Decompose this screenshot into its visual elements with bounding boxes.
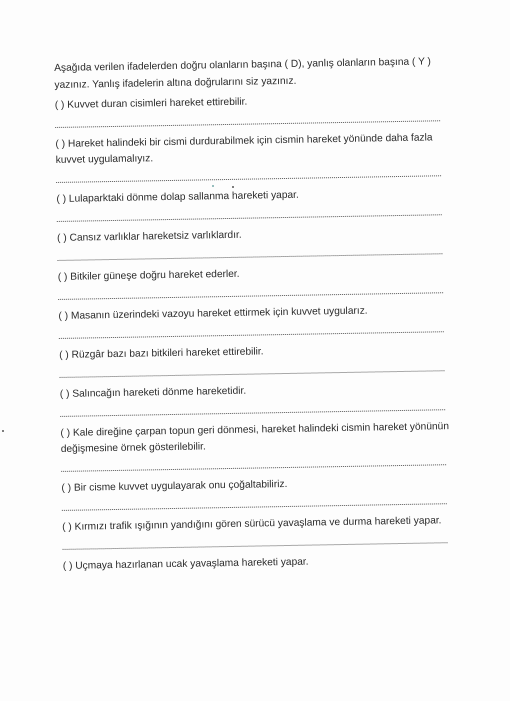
answer-line-4[interactable] (57, 252, 442, 261)
question-5: ( ) Bitkiler güneşe doğru hareket ederler. (57, 268, 240, 283)
question-9: ( ) Kale direğine çarpan topun geri dönmesi, hareket halindeki cismin hareket yönünün değişmesine örnek gösterilebilir. (60, 421, 450, 455)
question-12: ( ) Uçmaya hazırlanan ucak yavaşlama hareketi yapar. (62, 556, 309, 572)
question-10: ( ) Bir cisme kuvvet uygulayarak onu çoğaltabiliriz. (61, 478, 288, 494)
answer-line-10[interactable] (62, 502, 447, 511)
question-4: ( ) Cansız varlıklar hareketsiz varlıklardır. (57, 229, 242, 244)
scan-speck (212, 185, 214, 187)
answer-line-7[interactable] (60, 369, 445, 378)
scan-speck (232, 186, 234, 188)
question-8: ( ) Salıncağın hareketi dönme hareketidir. (59, 385, 247, 400)
answer-line-5[interactable] (58, 291, 443, 300)
question-2: ( ) Hareket halindeki bir cismi durdurabilmek için cismin hareket yönünde daha fazla kuvvet uygulamalıyız. (55, 132, 433, 166)
answer-line-2[interactable] (56, 174, 441, 183)
answer-line-9[interactable] (61, 463, 446, 472)
instructions-text: Aşağıda verilen ifadelerden doğru olanların başına ( D), yanlış olanların başına ( Y ) yazınız. Yanlış ifadelerin altına doğrularını siz yazınız. (54, 56, 431, 91)
worksheet-content (54, 53, 463, 575)
question-7: ( ) Rüzgâr bazı bazı bitkileri hareket ettirebilir. (59, 346, 264, 361)
question-1: ( ) Kuvvet duran cisimleri hareket ettirebilir. (54, 96, 248, 111)
question-6: ( ) Masanın üzerindeki vazoyu hareket ettirmek için kuvvet uygularız. (58, 305, 368, 322)
answer-line-6[interactable] (59, 330, 444, 339)
question-3: ( ) Lulaparktaki dönme dolap sallanma hareketi yapar. (56, 189, 299, 205)
answer-line-3[interactable] (57, 213, 442, 222)
question-11: ( ) Kırmızı trafik ışığının yandığını gören sürücü yavaşlama ve durma hareketi yapar. (62, 515, 442, 533)
scan-speck (2, 430, 4, 432)
answer-line-11[interactable] (63, 541, 448, 550)
answer-line-1[interactable] (55, 119, 440, 128)
answer-line-8[interactable] (60, 408, 445, 417)
